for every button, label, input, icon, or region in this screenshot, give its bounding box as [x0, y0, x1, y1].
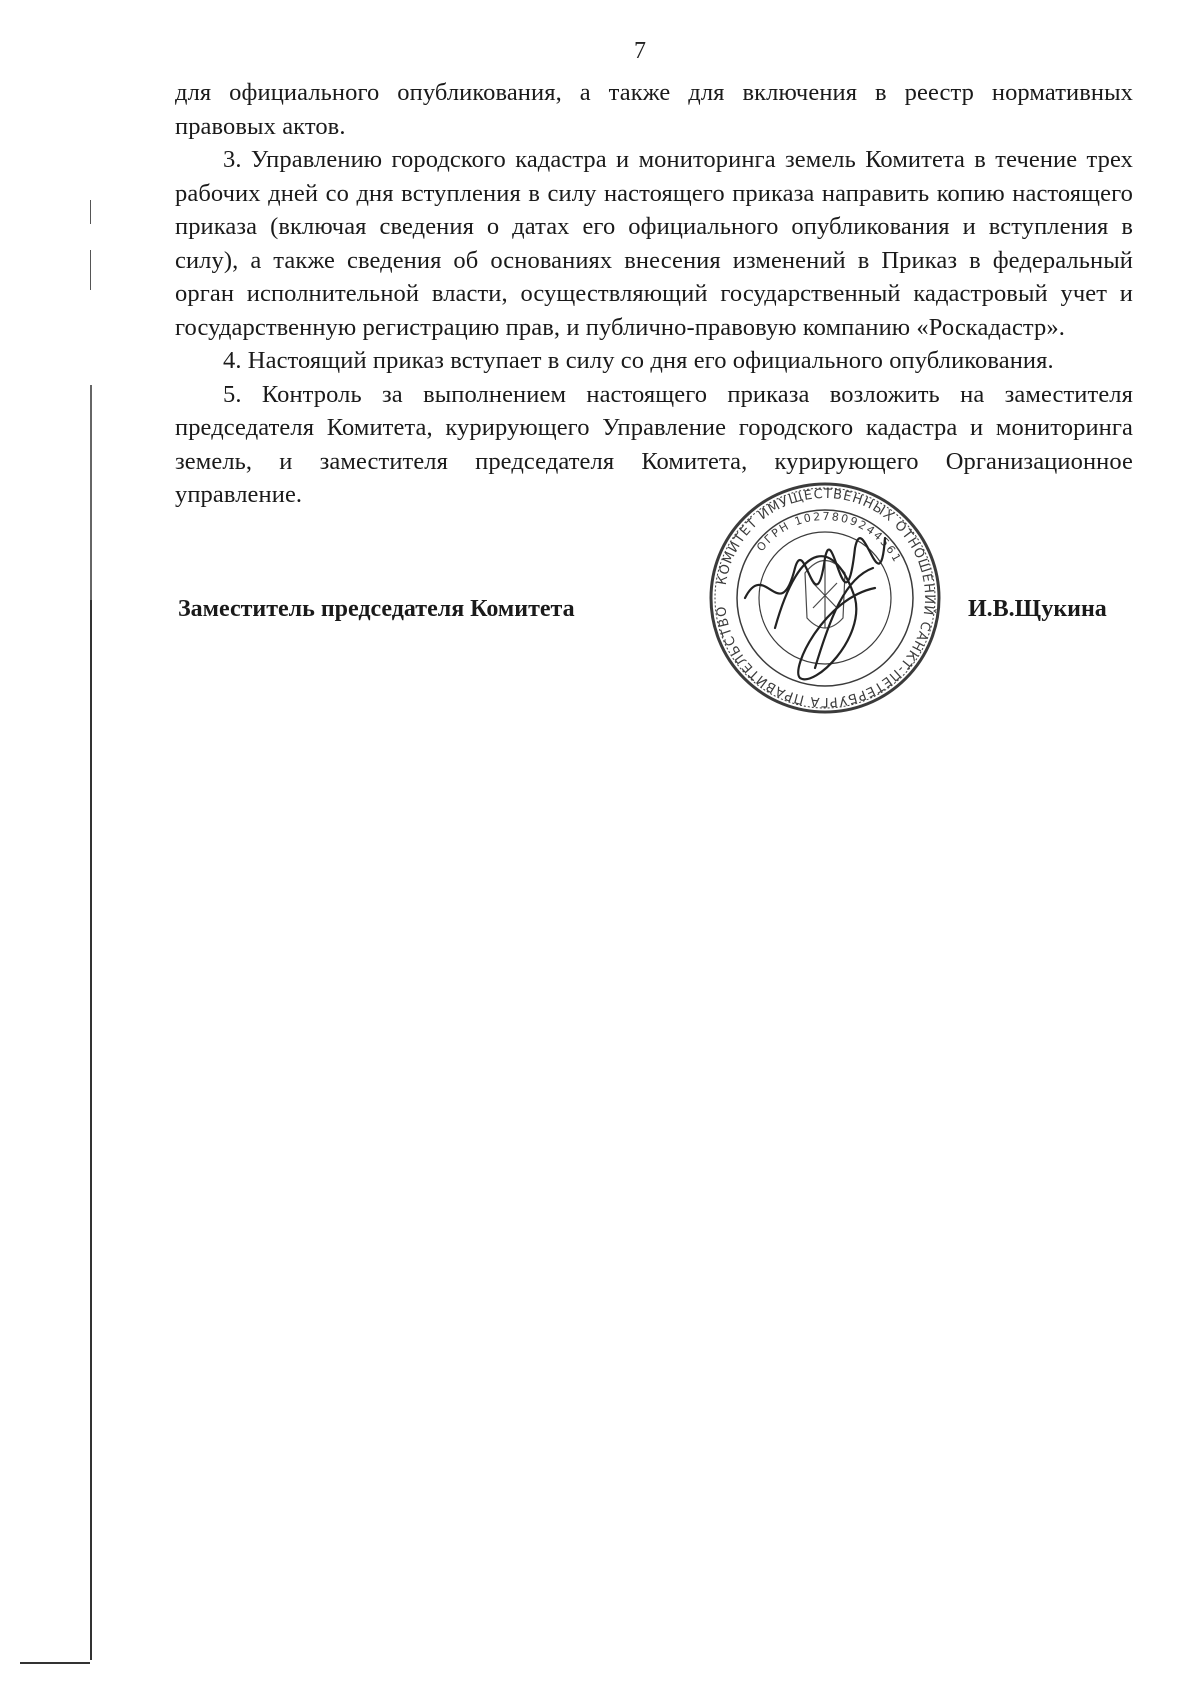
paragraph-item-4: 4. Настоящий приказ вступает в силу со дня его официального опубликования.: [223, 347, 1054, 374]
scan-mark: [90, 600, 92, 1660]
scan-mark: [20, 1662, 90, 1664]
scan-margin-marks: [88, 180, 98, 1680]
svg-text:ОГРН 1027809244561: ОГРН 1027809244561: [754, 509, 905, 566]
paragraph-item-5: 5. Контроль за выполнением настоящего приказа возложить на заместителя председателя Комитета, курирующего Управление городского кадастра и мониторинга земель, и заместителя председателя Комитета, курирующего Организационное управление.: [175, 380, 1133, 508]
scan-mark: [90, 200, 91, 224]
paragraph-item-3: 3. Управлению городского кадастра и мониторинга земель Комитета в течение трех рабочих дней со дня вступления в силу настоящего приказа направить копию настоящего приказа (включая сведения о датах его официального опубликования и вступления в силу), а также сведения об основаниях внесения изменений в Приказ в федеральный орган исполнительной власти, осуществляющий государственный кадастровый учет и государственную регистрацию прав, и публично-правовую компанию «Роскадастр».: [175, 146, 1133, 341]
signer-name: И.В.Щукина: [968, 596, 1107, 622]
signer-title: Заместитель председателя Комитета: [178, 596, 575, 622]
paragraph-continuation: для официального опубликования, а также для включения в реестр нормативных правовых актов.: [175, 79, 1133, 140]
document-body: [175, 76, 1133, 512]
official-seal: [705, 478, 945, 718]
svg-text:КОМИТЕТ ИМУЩЕСТВЕННЫХ ОТНОШЕНИ: КОМИТЕТ ИМУЩЕСТВЕННЫХ ОТНОШЕНИЙ САНКТ-ПЕТЕРБУРГА ПРАВИТЕЛЬСТВО: [714, 486, 937, 710]
scan-mark: [90, 250, 91, 290]
seal-stamp-icon: [705, 478, 945, 718]
page-number: 7: [634, 38, 646, 64]
